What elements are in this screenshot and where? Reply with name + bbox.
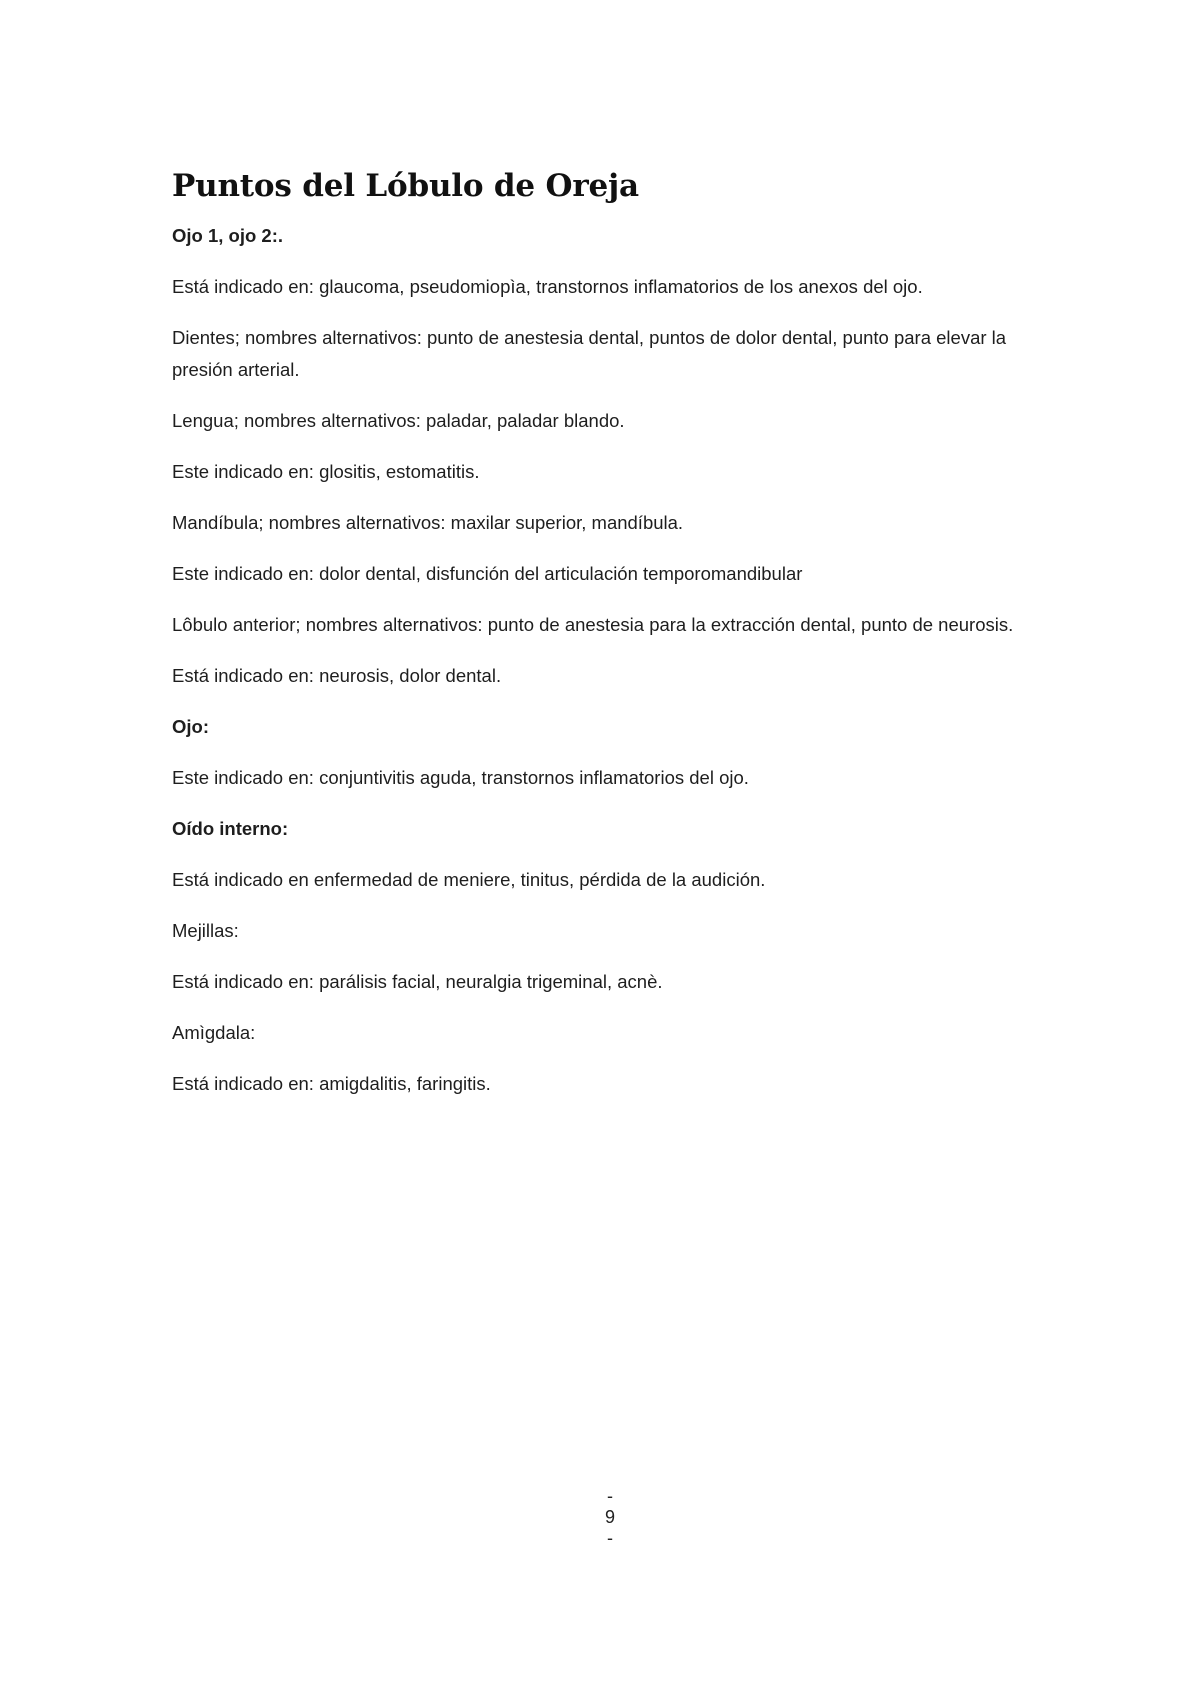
paragraph: Dientes; nombres alternativos: punto de anestesia dental, puntos de dolor dental, punto para elevar la presión arterial. — [172, 327, 1007, 380]
paragraph: Este indicado en: dolor dental, disfunción del articulación temporomandibular — [172, 563, 803, 584]
paragraph: Lengua; nombres alternativos: paladar, paladar blando. — [172, 410, 625, 431]
paragraph: Ojo: — [172, 716, 209, 737]
paragraph: Mandíbula; nombres alternativos: maxilar superior, mandíbula. — [172, 512, 684, 533]
page-number-left-dash: - — [607, 1486, 613, 1506]
paragraph: Amìgdala: — [172, 1022, 256, 1043]
paragraph: Ojo 1, ojo 2:. — [172, 225, 284, 246]
paragraph: Mejillas: — [172, 920, 239, 941]
paragraph: Está indicado en: glaucoma, pseudomiopìa, transtornos inflamatorios de los anexos del ojo. — [172, 276, 923, 297]
paragraph: Está indicado en: neurosis, dolor dental. — [172, 665, 502, 686]
paragraph: Este indicado en: glositis, estomatitis. — [172, 461, 480, 482]
page-number-right-dash: - — [607, 1528, 613, 1548]
paragraph: Lôbulo anterior; nombres alternativos: punto de anestesia para la extracción dental, punto de neurosis. — [172, 614, 1014, 635]
paragraph: Está indicado en: amigdalitis, faringitis. — [172, 1073, 491, 1094]
paragraph-list — [172, 220, 1052, 1100]
paragraph: Está indicado en enfermedad de meniere, tinitus, pérdida de la audición. — [172, 869, 766, 890]
page-footer — [0, 1465, 1200, 1570]
paragraph: Oído interno: — [172, 818, 289, 839]
page-title: Puntos del Lóbulo de Oreja — [172, 168, 639, 204]
paragraph: Está indicado en: parálisis facial, neuralgia trigeminal, acnè. — [172, 971, 663, 992]
page-content — [172, 166, 1052, 1119]
paragraph: Este indicado en: conjuntivitis aguda, transtornos inflamatorios del ojo. — [172, 767, 749, 788]
page-number: 9 — [605, 1507, 616, 1527]
